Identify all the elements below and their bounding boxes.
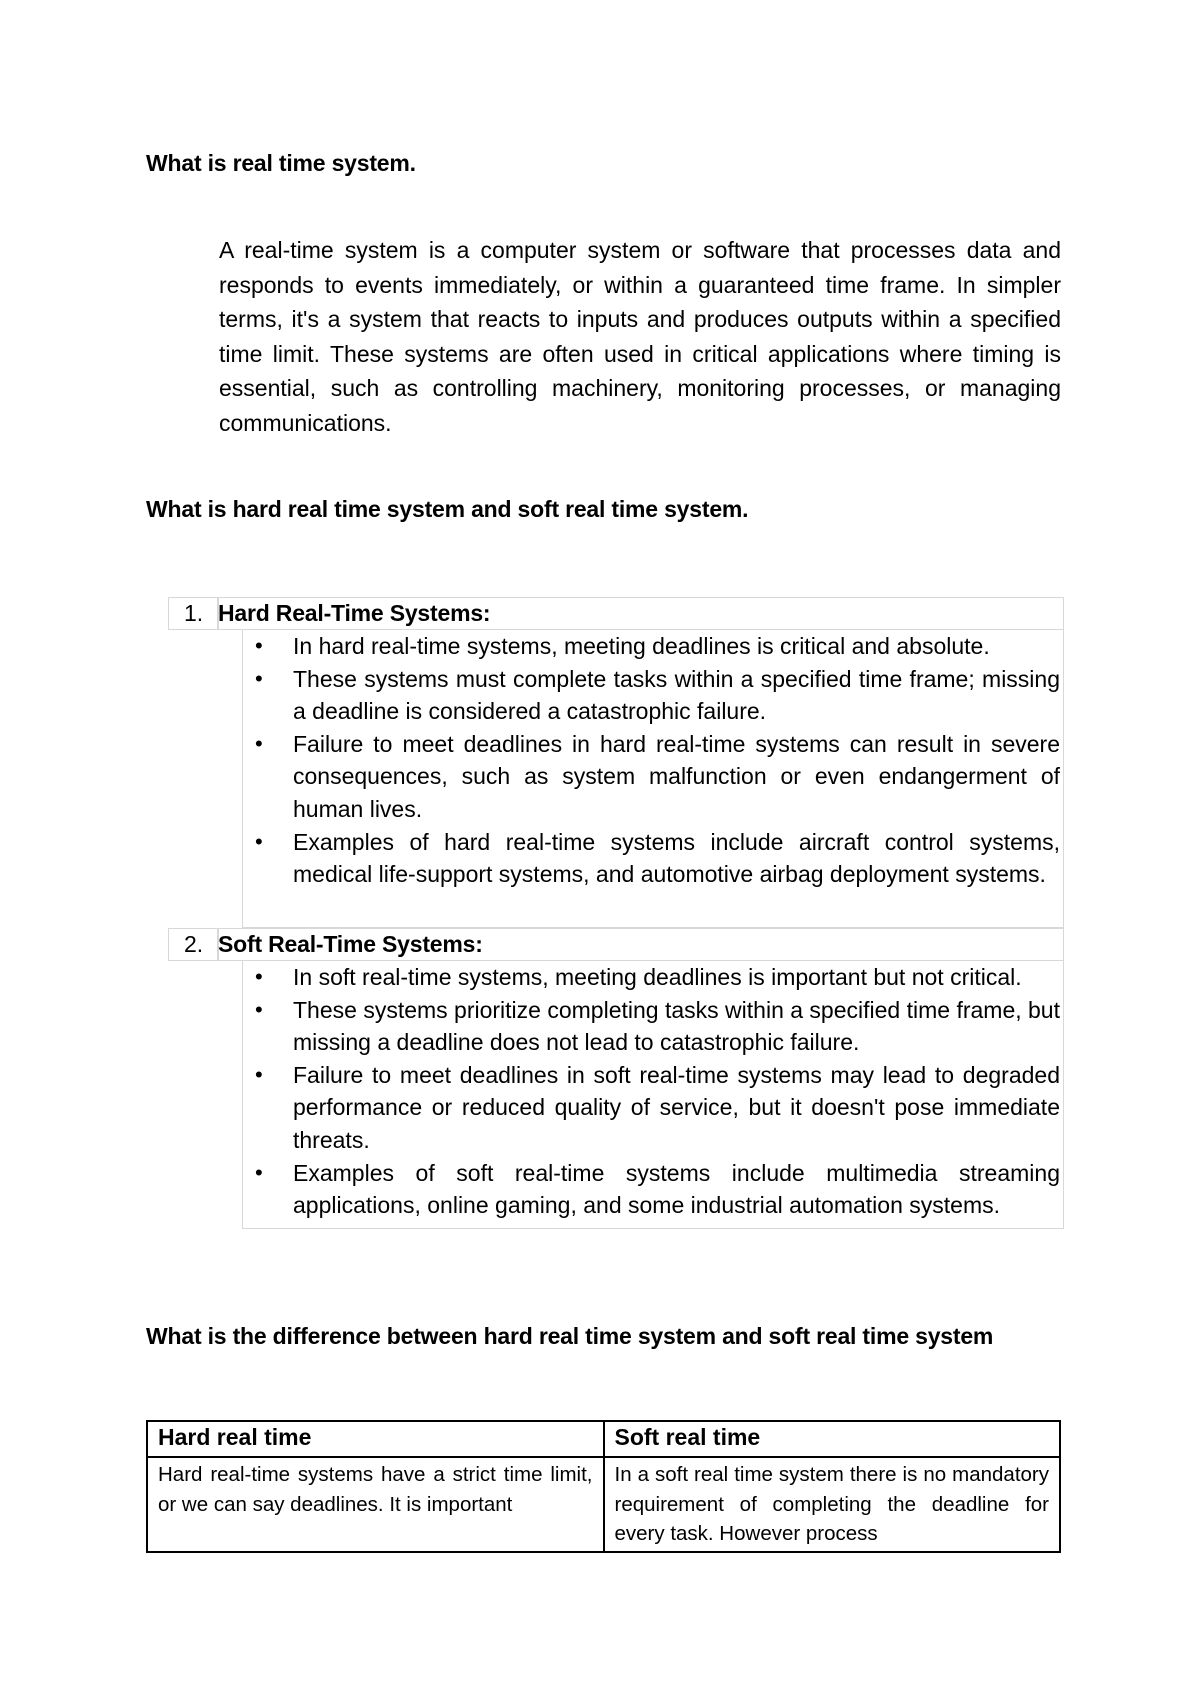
bullet-item: • Failure to meet deadlines in soft real-time systems may lead to degraded performance or reduced quality of service, but it doesn't pose immediate threats. — [243, 1059, 1063, 1157]
intro-paragraph: A real-time system is a computer system or software that processes data and responds to events immediately, or within a guaranteed time frame. In simpler terms, it's a system that reacts to inputs and produces outputs within a specified time limit. These systems are often used in critical applications where timing is essential, such as controlling machinery, monitoring processes, or managing communications. — [219, 237, 1061, 436]
bullet-item: • In hard real-time systems, meeting deadlines is critical and absolute. — [243, 630, 1063, 663]
list-item-header — [168, 928, 1064, 962]
bullet-item: • These systems prioritize completing tasks within a specified time frame, but missing a deadline does not lead to catastrophic failure. — [243, 994, 1063, 1059]
bullet-item: • Examples of soft real-time systems include multimedia streaming applications, online gaming, and some industrial automation systems. — [243, 1157, 1063, 1222]
list-item-header — [168, 597, 1064, 631]
table-header-row — [147, 1421, 1060, 1457]
table-cell: Hard real-time systems have a strict time limit, or we can say deadlines. It is important — [147, 1457, 604, 1552]
bullet-item: • Failure to meet deadlines in hard real-time systems can result in severe consequences, such as system malfunction or even endangerment of human lives. — [243, 728, 1063, 826]
table-row — [147, 1457, 1060, 1552]
list-number: 1. — [184, 600, 204, 626]
column-header-hard: Hard real time — [147, 1421, 604, 1457]
comparison-table — [146, 1420, 1061, 1553]
list-title: Soft Real-Time Systems: — [218, 931, 483, 957]
list-item-body — [242, 630, 1064, 928]
bullet-item: • Examples of hard real-time systems include aircraft control systems, medical life-support systems, and automotive airbag deployment systems. — [243, 826, 1063, 891]
heading-what-is-real-time-system: What is real time system. — [146, 150, 416, 176]
bullet-item: • These systems must complete tasks within a specified time frame; missing a deadline is considered a catastrophic failure. — [243, 663, 1063, 728]
list-number: 2. — [184, 931, 204, 957]
table-cell: In a soft real time system there is no mandatory requirement of completing the deadline for every task. However process — [604, 1457, 1061, 1552]
list-title: Hard Real-Time Systems: — [218, 600, 491, 626]
bullet-item: • In soft real-time systems, meeting deadlines is important but not critical. — [243, 961, 1063, 994]
list-item-body — [242, 961, 1064, 1229]
heading-difference: What is the difference between hard real time system and soft real time system — [146, 1323, 994, 1349]
heading-hard-and-soft-systems: What is hard real time system and soft real time system. — [146, 496, 749, 522]
column-header-soft: Soft real time — [604, 1421, 1061, 1457]
